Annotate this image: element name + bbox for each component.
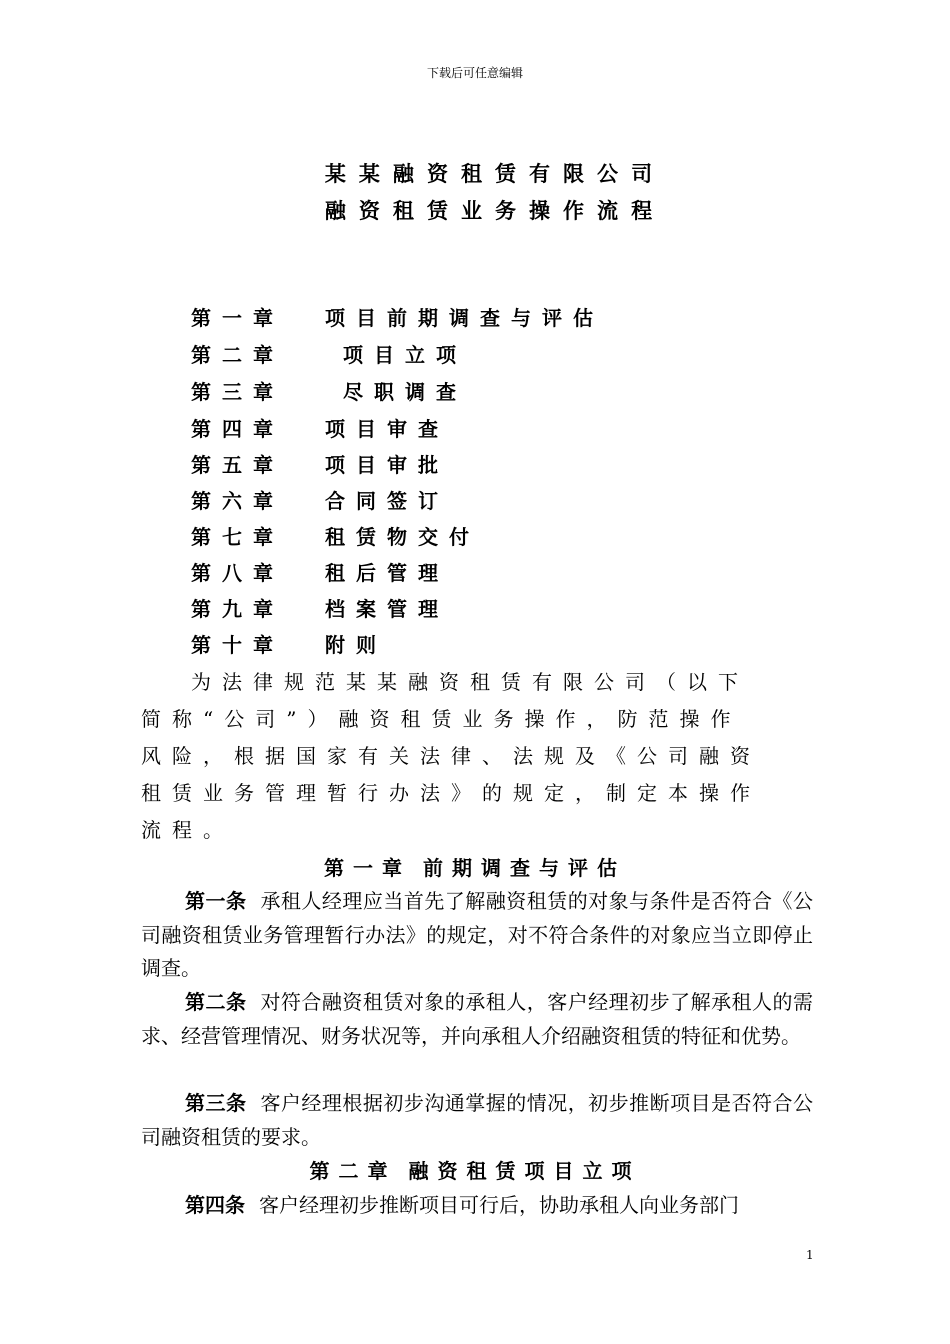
intro-paragraph	[141, 664, 811, 849]
toc-chapter-name: 项目审批	[325, 453, 449, 477]
chapter-heading	[0, 1155, 950, 1184]
article-paragraph	[141, 1087, 813, 1154]
toc-chapter-number: 第三章	[191, 380, 284, 404]
intro-line: 简称“公司”）融资租赁业务操作，防范操作	[141, 707, 742, 731]
toc-chapter-name: 附则	[325, 633, 387, 657]
toc-chapter-name: 档案管理	[325, 597, 449, 621]
toc-chapter-number: 第二章	[191, 343, 284, 367]
toc-item	[191, 414, 449, 444]
toc-chapter-name: 项目审查	[325, 417, 449, 441]
toc-item	[191, 340, 467, 370]
toc-chapter-number: 第一章	[191, 306, 284, 330]
toc-item	[191, 450, 449, 480]
intro-line: 租赁业务管理暂行办法》的规定，制定本操作	[141, 781, 761, 805]
chapter-number: 第二章	[309, 1159, 397, 1183]
toc-chapter-name: 租赁物交付	[325, 525, 480, 549]
article-text: 承租人经理应当首先了解融资租赁的对象与条件是否符合《公司融资租赁业务管理暂行办法》的规定，对不符合条件的对象应当立即停止调查。	[141, 889, 814, 980]
toc-chapter-name: 租后管理	[325, 561, 449, 585]
toc-chapter-number: 第八章	[191, 561, 284, 585]
chapter-number: 第一章	[324, 856, 411, 880]
article-label: 第四条	[185, 1193, 245, 1217]
document-title-line-1: 某某融资租赁有限公司	[324, 161, 666, 186]
chapter-title: 前期调查与评估	[423, 856, 626, 880]
article-text: 客户经理初步推断项目可行后，协助承租人向业务部门	[259, 1193, 739, 1217]
article-paragraph	[141, 986, 813, 1053]
chapter-title: 融资租赁项目立项	[408, 1159, 641, 1183]
toc-item	[191, 377, 467, 407]
article-label: 第一条	[185, 889, 247, 913]
article-paragraph	[141, 1189, 813, 1223]
toc-item	[191, 630, 387, 660]
intro-line: 为法律规范某某融资租赁有限公司（以下	[191, 670, 749, 694]
toc-chapter-number: 第七章	[191, 525, 284, 549]
article-label: 第三条	[185, 1091, 247, 1115]
page-number: 1	[806, 1248, 814, 1262]
toc-chapter-name: 项目立项	[343, 343, 467, 367]
intro-line: 流程。	[141, 818, 234, 842]
toc-chapter-number: 第十章	[191, 633, 284, 657]
article-text: 对符合融资租赁对象的承租人，客户经理初步了解承租人的需求、经营管理情况、财务状况等，并向承租人介绍融资租赁的特征和优势。	[141, 990, 814, 1048]
toc-chapter-number: 第九章	[191, 597, 284, 621]
article-text: 客户经理根据初步沟通掌握的情况，初步推断项目是否符合公司融资租赁的要求。	[141, 1091, 814, 1149]
toc-item	[191, 558, 449, 588]
toc-chapter-number: 第五章	[191, 453, 284, 477]
toc-chapter-name: 尽职调查	[343, 380, 467, 404]
toc-item	[191, 303, 604, 333]
toc-chapter-name: 项目前期调查与评估	[325, 306, 604, 330]
header-note: 下载后可任意编辑	[426, 66, 523, 80]
intro-line: 风险，根据国家有关法律、法规及《公司融资	[141, 744, 761, 768]
toc-item	[191, 522, 480, 552]
article-paragraph	[141, 885, 813, 986]
toc-chapter-name: 合同签订	[325, 489, 449, 513]
toc-chapter-number: 第四章	[191, 417, 284, 441]
chapter-heading	[0, 852, 950, 881]
toc-item	[191, 486, 449, 516]
toc-chapter-number: 第六章	[191, 489, 284, 513]
toc-item	[191, 594, 449, 624]
article-label: 第二条	[185, 990, 247, 1014]
document-title-line-2: 融资租赁业务操作流程	[324, 198, 666, 223]
